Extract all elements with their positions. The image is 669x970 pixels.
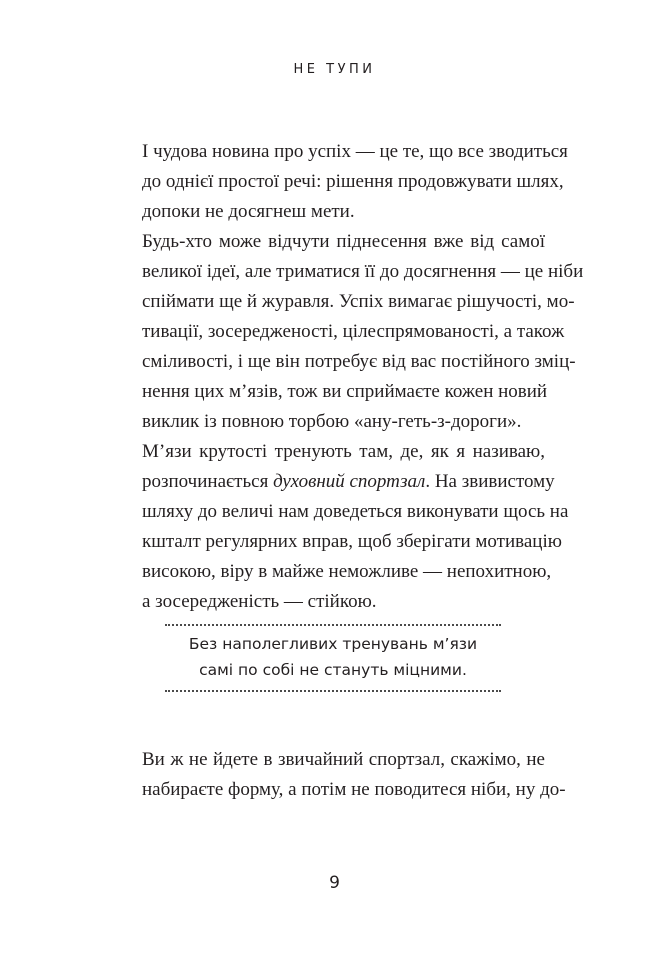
body-text-lower [120,745,566,805]
text-line-with-emphasis [120,467,555,497]
text-run: . На звивистому [425,471,555,492]
paragraph-3 [120,437,569,617]
pull-quote-line: самі по собі не стануть міцними. [199,661,467,679]
text-line: сміливості, і ще він потребує від вас постійного зміц- [142,351,576,372]
text-line: високою, віру в майже неможливе — непохитною, [142,561,552,582]
text-line: тивації, зосередженості, цілеспрямованості, а також [142,321,565,342]
body-text-upper [120,137,584,617]
text-line: набираєте форму, а потім не поводитеся ніби, ну до- [142,779,566,800]
paragraph-2 [120,227,584,437]
text-line: Ви ж не йдете в звичайний спортзал, скажімо, не [142,749,545,770]
text-line: І чудова новина про успіх — це те, що все зводиться [142,141,568,162]
pull-quote [165,624,501,692]
text-line: а зосередженість — стійкою. [142,591,377,612]
emphasis-term: духовний спортзал [273,471,426,492]
paragraph-4 [120,745,566,805]
text-line: шляху до величі нам доведеться виконувати щось на [142,501,569,522]
pull-quote-line: Без наполегливих тренувань м’язи [188,635,478,653]
text-line: Будь-хто може відчути піднесення вже від самої [142,231,545,252]
text-line: великої ідеї, але триматися її до досягнення — це ніби [142,261,584,282]
text-run: розпочинається [142,471,274,492]
paragraph-1 [120,137,568,227]
dotted-rule-top [165,624,501,626]
text-line: кшталт регулярних вправ, щоб зберігати мотивацію [142,531,562,552]
text-line: спіймати ще й журавля. Успіх вимагає рішучості, мо- [142,291,575,312]
running-head: НЕ ТУПИ [293,62,376,77]
page-number: 9 [329,873,340,893]
text-line: М’язи крутості тренують там, де, як я називаю, [142,441,545,462]
text-line: допоки не досягнеш мети. [142,201,355,222]
text-line: нення цих м’язів, тож ви сприймаєте кожен новий [142,381,548,402]
dotted-rule-bottom [165,690,501,692]
text-line: виклик із повною торбою «ану-геть-з-дороги». [142,411,522,432]
text-line: до однієї простої речі: рішення продовжувати шлях, [142,171,564,192]
